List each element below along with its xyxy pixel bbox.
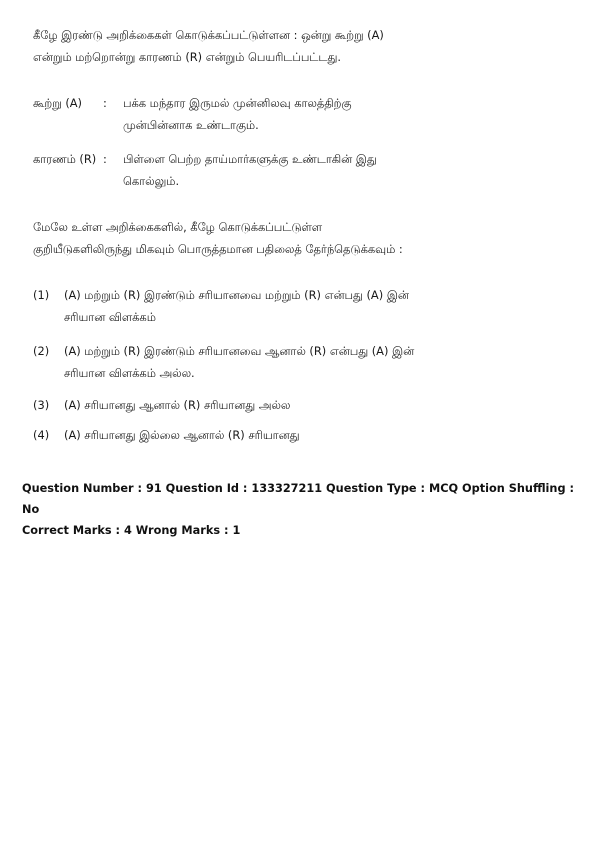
assertion-colon: : xyxy=(103,96,107,110)
option-2[interactable] xyxy=(33,340,451,386)
option-text xyxy=(64,424,451,446)
instruction-paragraph xyxy=(33,216,451,260)
option-text xyxy=(64,284,451,328)
option-text xyxy=(64,340,451,384)
reason-text xyxy=(123,148,451,192)
option-line-2: சரியான விளக்கம் அல்ல. xyxy=(64,366,195,380)
option-line-1: (A) மற்றும் (R) இரண்டும் சரியானவை ஆனால் (R) என்பது (A) இன் xyxy=(64,344,415,358)
option-text xyxy=(64,394,451,416)
reason-label: காரணம் (R) xyxy=(33,152,97,166)
option-line-1: (A) சரியானது ஆனால் (R) சரியானது அல்ல xyxy=(64,398,291,412)
option-3[interactable] xyxy=(33,394,451,418)
option-line-1: (A) மற்றும் (R) இரண்டும் சரியானவை மற்றும் (R) என்பது (A) இன் xyxy=(64,288,409,302)
assertion-line-1: பக்க மந்தார இருமல் முன்னிலவு காலத்திற்கு xyxy=(123,96,352,110)
option-4[interactable] xyxy=(33,424,451,448)
assertion-line-2: முன்பின்னாக உண்டாகும். xyxy=(123,118,259,132)
intro-paragraph xyxy=(33,24,451,68)
instruction-line-2: குறியீடுகளிலிருந்து மிகவும் பொருத்தமான பதிலைத் தேர்ந்தெடுக்கவும் : xyxy=(33,242,403,256)
intro-line-2: என்றும் மற்றொன்று காரணம் (R) என்றும் பெயரிடப்பட்டது. xyxy=(33,50,341,64)
reason-line-2: கொல்லும். xyxy=(123,174,180,188)
assertion-text xyxy=(123,92,451,136)
option-number: (3) xyxy=(33,398,50,412)
metadata-line-1: Question Number : 91 Question Id : 133327211 Question Type : MCQ Option Shuffling : No xyxy=(22,482,575,516)
option-number: (2) xyxy=(33,344,50,358)
intro-line-1: கீழே இரண்டு அறிக்கைகள் கொடுக்கப்பட்டுள்ளன : ஒன்று கூற்று (A) xyxy=(33,28,384,42)
metadata-line-2: Correct Marks : 4 Wrong Marks : 1 xyxy=(22,524,241,537)
option-number: (1) xyxy=(33,288,50,302)
reason-line-1: பிள்ளை பெற்ற தாய்மார்களுக்கு உண்டாகின் இது xyxy=(123,152,377,166)
option-number: (4) xyxy=(33,428,50,442)
option-1[interactable] xyxy=(33,284,451,330)
option-line-1: (A) சரியானது இல்லை ஆனால் (R) சரியானது xyxy=(64,428,300,442)
option-line-2: சரியான விளக்கம் xyxy=(64,310,156,324)
question-metadata xyxy=(22,478,582,541)
assertion-row xyxy=(33,92,451,138)
reason-row xyxy=(33,148,451,194)
instruction-line-1: மேலே உள்ள அறிக்கைகளில், கீழே கொடுக்கப்பட்டுள்ள xyxy=(33,220,323,234)
reason-colon: : xyxy=(103,152,107,166)
assertion-label: கூற்று (A) xyxy=(33,96,82,110)
